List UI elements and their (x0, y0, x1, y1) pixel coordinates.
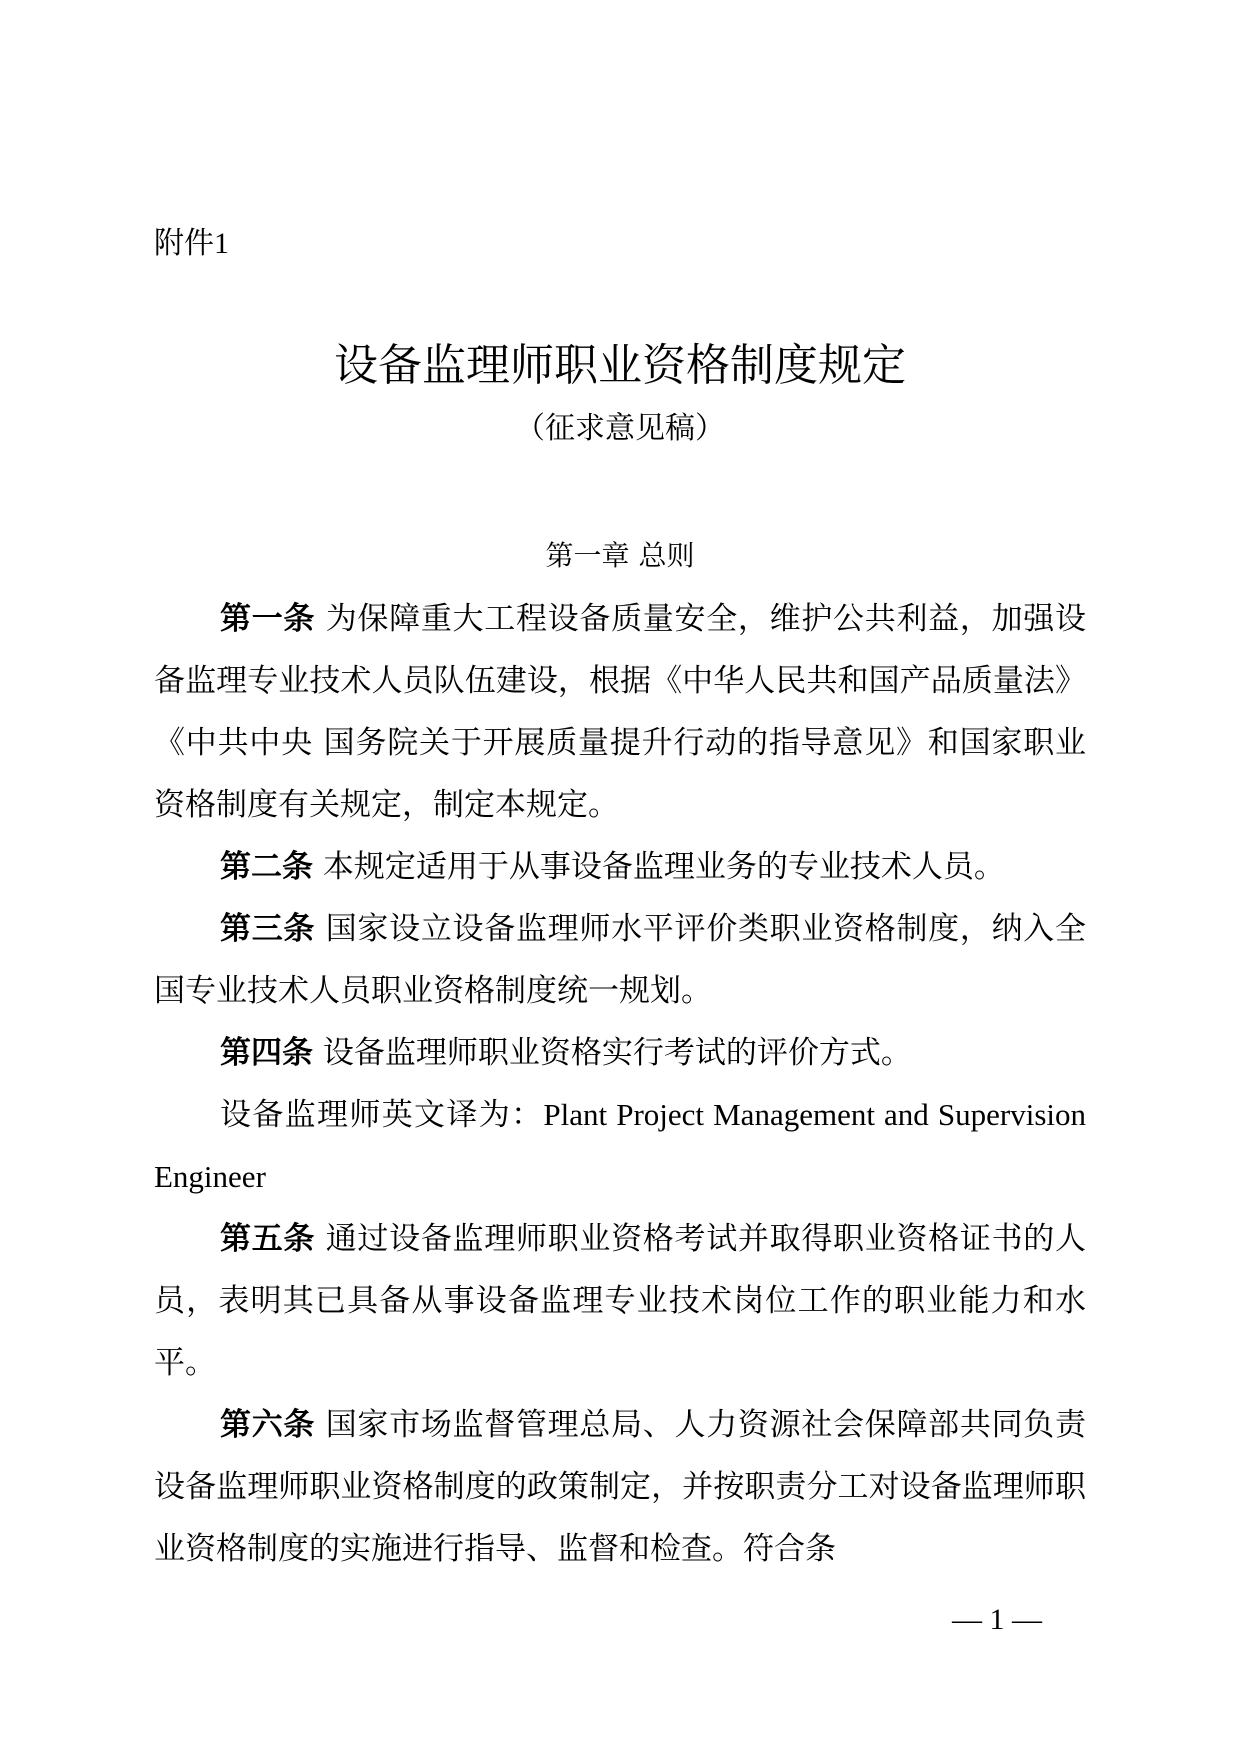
attachment-number: 1 (214, 227, 229, 260)
article-3 (154, 898, 1086, 1022)
article-4-english-name (154, 1084, 1086, 1208)
article-text: 设备监理师职业资格实行考试的评价方式。 (322, 1035, 912, 1071)
article-heading: 第四条 (220, 1035, 313, 1071)
article-1 (154, 588, 1086, 836)
article-heading: 第六条 (220, 1407, 316, 1443)
document-body (154, 588, 1086, 1580)
article-heading: 第一条 (220, 601, 316, 637)
article-4 (154, 1022, 1086, 1084)
attachment-label-text: 附件 (154, 226, 214, 261)
article-text: 国家市场监督管理总局、人力资源社会保障部共同负责设备监理师职业资格制度的政策制定，并按职责分工对设备监理师职业资格制度的实施进行指导、监督和检查。符合条 (154, 1407, 1087, 1567)
article-6 (154, 1394, 1086, 1580)
article-5 (154, 1208, 1086, 1394)
document-subtitle: （征求意见稿） (515, 411, 725, 446)
article-heading: 第五条 (220, 1221, 316, 1257)
article-text: 为保障重大工程设备质量安全，维护公共利益，加强设备监理专业技术人员队伍建设，根据《中华人民共和国产品质量法》《中共中央 国务院关于开展质量提升行动的指导意见》和国家职业资格制度有关规定，制定本规定。 (154, 601, 1087, 823)
article-text: 本规定适用于从事设备监理业务的专业技术人员。 (322, 849, 1005, 885)
document-title: 设备监理师职业资格制度规定 (334, 340, 906, 391)
article-heading: 第三条 (220, 911, 316, 947)
page-number: — 1 — (952, 1603, 1042, 1636)
english-name-value: Plant Project Management and Supervision Engineer (154, 1097, 1087, 1194)
attachment-label (154, 224, 229, 264)
article-text: 通过设备监理师职业资格考试并取得职业资格证书的人员，表明其已具备从事设备监理专业技术岗位工作的职业能力和水平。 (154, 1221, 1087, 1381)
article-2 (154, 836, 1086, 898)
article-text: 国家设立设备监理师水平评价类职业资格制度，纳入全国专业技术人员职业资格制度统一规划。 (154, 911, 1087, 1009)
article-heading: 第二条 (220, 849, 313, 885)
chapter-heading: 第一章 总则 (545, 539, 695, 572)
english-name-label: 设备监理师英文译为： (220, 1097, 544, 1133)
